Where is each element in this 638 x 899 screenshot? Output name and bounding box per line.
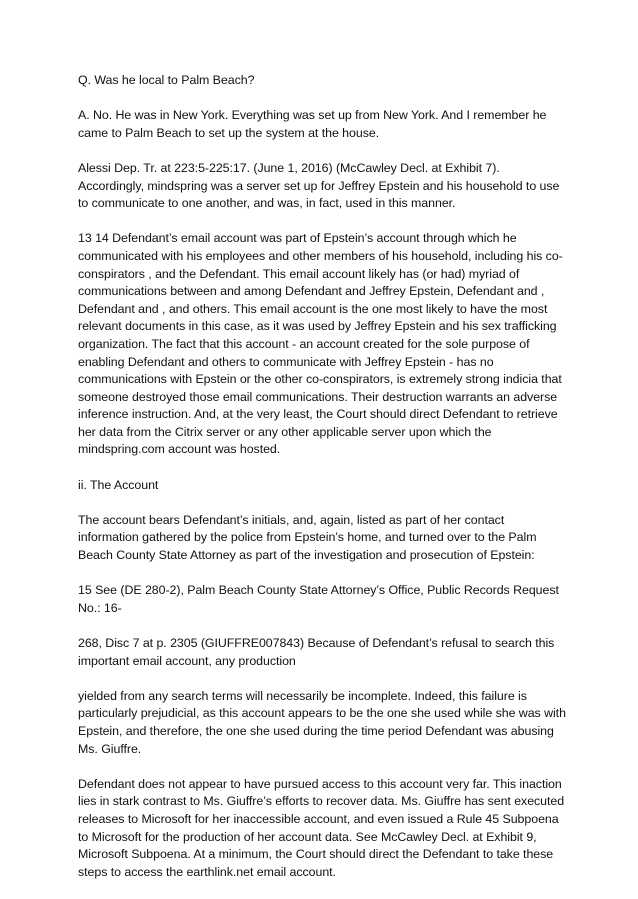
- deposition-citation-paragraph: Alessi Dep. Tr. at 223:5-225:17. (June 1, 2016) (McCawley Decl. at Exhibit 7). Accordingly, mindspring was a server set up for Jeffrey Epstein and his household to use to communicate to one another, and was, in fact, used in this manner.: [78, 160, 560, 211]
- document-body: [78, 72, 566, 899]
- access-efforts-paragraph: Defendant does not appear to have pursued access to this account very far. This inaction lies in stark contrast to Ms. Giuffre’s efforts to recover data. Ms. Giuffre has sent executed releases to Microsoft for her inaccessible account, and even issued a Rule 45 Subpoena to Microsoft for the production of her account data. See McCawley Decl. at Exhibit 9, Microsoft Subpoena. At a minimum, the Court should direct the Defendant to take these steps to access the earthlink.net email account.: [78, 776, 565, 879]
- section-heading: ii. The Account: [78, 477, 159, 492]
- footnote-15-line: 15 See (DE 280-2), Palm Beach County State Attorney’s Office, Public Records Request No.: 16-: [78, 583, 559, 615]
- email-account-paragraph: 13 14 Defendant’s email account was part of Epstein’s account through which he communicated with his employees and other members of his household, including his co-conspirators , and the Defendant. This email account likely has (or had) myriad of communications between and among Defendant and Jeffrey Epstein, Defendant and , Defendant and , and others. This email account is the one most likely to have the most relevant documents in this case, as it was used by Jeffrey Epstein and his sex trafficking organization. The fact that this account - an account created for the sole purpose of enabling Defendant and others to communicate with Jeffrey Epstein - has no communications with Epstein or the other co-conspirators, is extremely strong indicia that someone destroyed those email communications. Their destruction warrants an adverse inference instruction. And, at the very least, the Court should direct Defendant to retrieve her data from the Citrix server or any other applicable server upon which the mindspring.com account was hosted.: [78, 231, 563, 457]
- incomplete-production-paragraph: yielded from any search terms will necessarily be incomplete. Indeed, this failure is particularly prejudicial, as this account appears to be the one she used while she was with Epstein, and therefore, the one she used during the time period Defendant was abusing Ms. Giuffre.: [78, 688, 566, 756]
- account-initials-paragraph: The account bears Defendant’s initials, and, again, listed as part of her contact information gathered by the police from Epstein’s home, and turned over to the Palm Beach County State Attorney as part of the investigation and prosecution of Epstein:: [78, 512, 537, 563]
- answer-paragraph: A. No. He was in New York. Everything was set up from New York. And I remember he came to Palm Beach to set up the system at the house.: [78, 108, 547, 140]
- question-line: Q. Was he local to Palm Beach?: [78, 73, 255, 87]
- disc-citation-paragraph: 268, Disc 7 at p. 2305 (GIUFFRE007843) Because of Defendant’s refusal to search this important email account, any production: [78, 636, 555, 668]
